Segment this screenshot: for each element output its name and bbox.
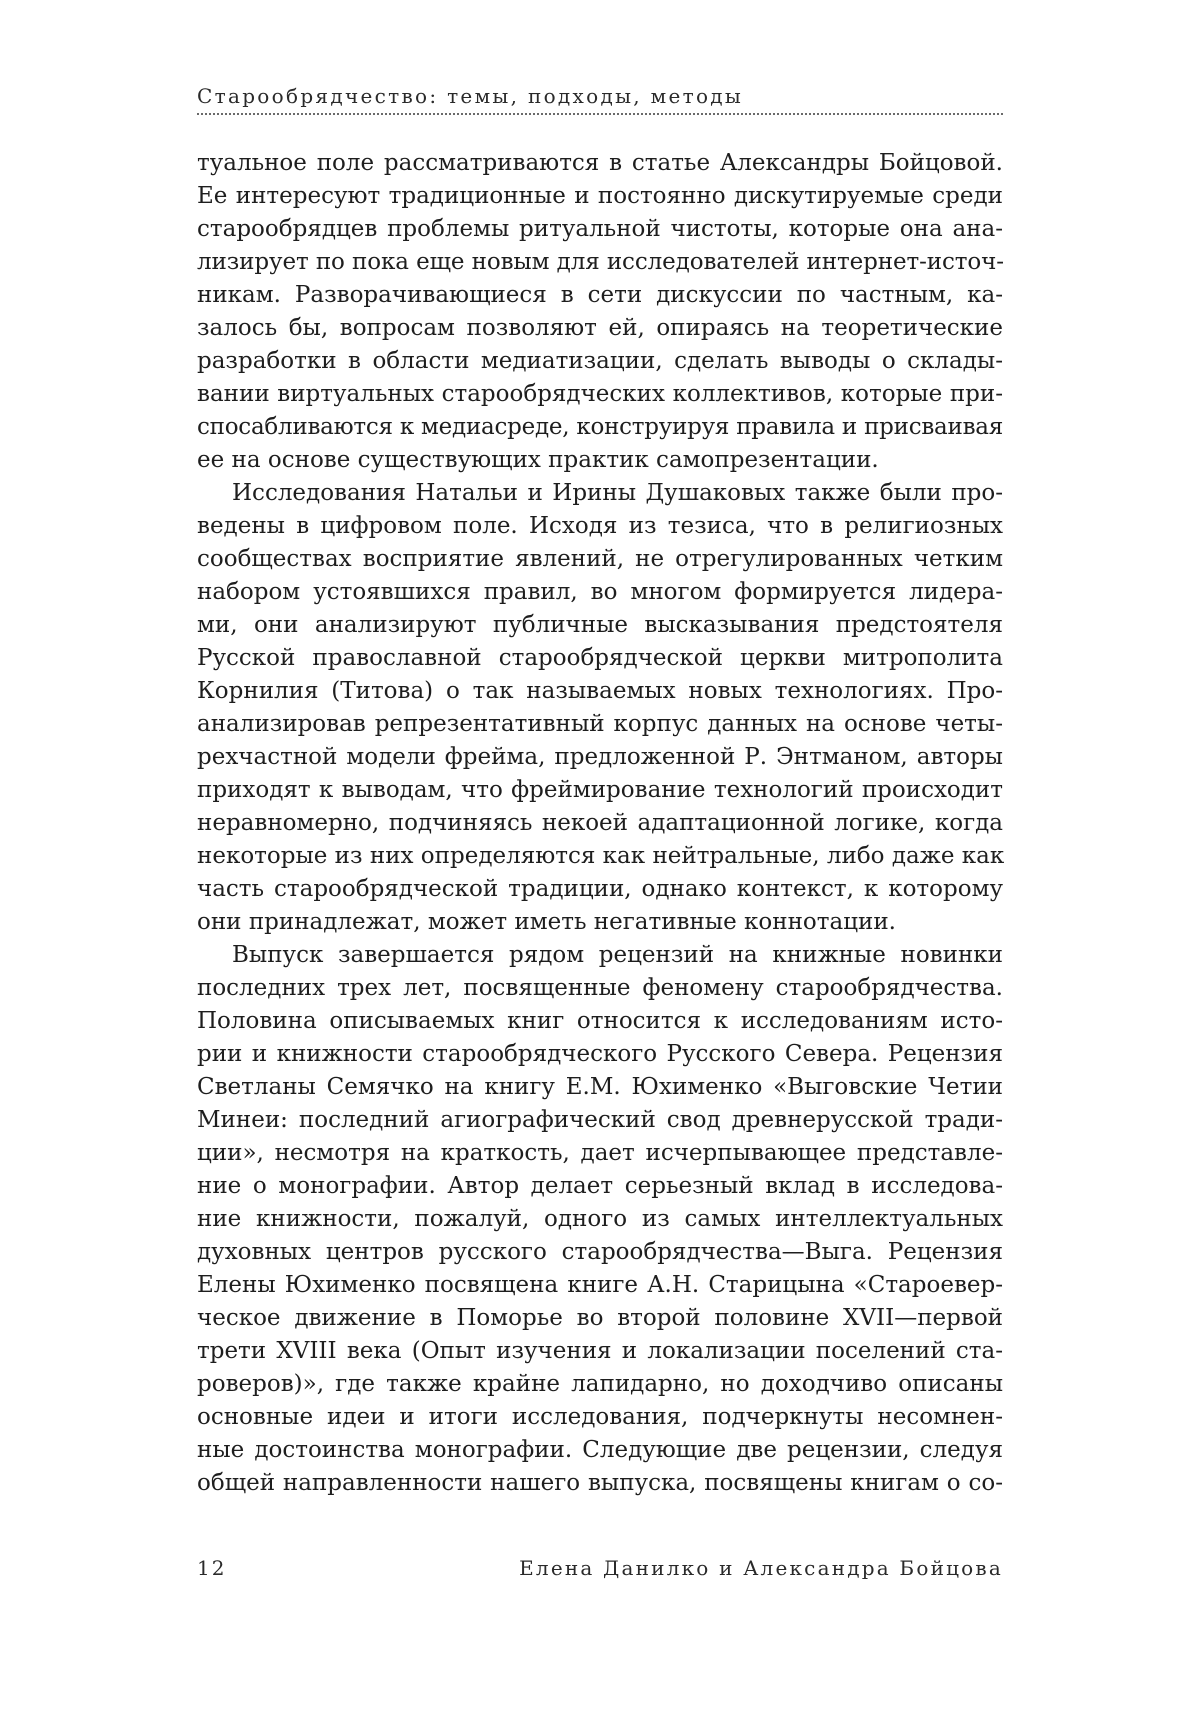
page-number: 12 (197, 1556, 227, 1580)
body-text (197, 147, 1003, 1500)
text-line: роверов)», где также крайне лапидарно, но доходчиво описаны (197, 1371, 1003, 1397)
text-line: Ее интересуют традиционные и постоянно дискутируемые среди (197, 183, 1003, 209)
text-line: разработки в области медиатизации, сделать выводы о склады- (197, 348, 1003, 374)
text-line: туальное поле рассматриваются в статье Александры Бойцовой. (197, 150, 1003, 176)
text-line: ее на основе существующих практик самопрезентации. (197, 447, 879, 473)
text-line: Выпуск завершается рядом рецензий на книжные новинки (232, 942, 1003, 968)
text-line: старообрядцев проблемы ритуальной чистоты, которые она ана- (197, 216, 1003, 242)
text-line: Русской православной старообрядческой церкви митрополита (197, 645, 1003, 671)
paragraph (197, 477, 1003, 939)
text-line: основные идеи и итоги исследования, подчеркнуты несомнен- (197, 1404, 1003, 1430)
running-head-title: Старообрядчество: темы, подходы, методы (197, 84, 744, 108)
text-line: ции», несмотря на краткость, дает исчерпывающее представле- (197, 1140, 1003, 1166)
text-line: ные достоинства монографии. Следующие две рецензии, следуя (197, 1437, 1003, 1463)
text-line: рии и книжности старообрядческого Русского Севера. Рецензия (197, 1041, 1003, 1067)
text-line: ведены в цифровом поле. Исходя из тезиса, что в религиозных (197, 513, 1003, 539)
text-line: они принадлежат, может иметь негативные коннотации. (197, 909, 896, 935)
text-line: Елены Юхименко посвящена книге А.Н. Старицына «Староевер- (197, 1272, 1003, 1298)
text-line: Половина описываемых книг относится к исследованиям исто- (197, 1008, 1003, 1034)
text-line: никам. Разворачивающиеся в сети дискуссии по частным, ка- (197, 282, 1003, 308)
text-line: трети XVIII века (Опыт изучения и локализации поселений ста- (197, 1338, 1003, 1364)
text-line: ми, они анализируют публичные высказывания предстоятеля (197, 612, 1003, 638)
text-line: некоторые из них определяются как нейтральные, либо даже как (197, 843, 1005, 869)
text-line: сообществах восприятие явлений, не отрегулированных четким (197, 546, 1003, 572)
header-dotted-rule (197, 113, 1003, 115)
text-line: залось бы, вопросам позволяют ей, опираясь на теоретические (197, 315, 1003, 341)
text-line: Исследования Натальи и Ирины Душаковых также были про- (232, 480, 1003, 506)
text-line: Светланы Семячко на книгу Е.М. Юхименко «Выговские Четии (197, 1074, 1003, 1100)
text-line: приходят к выводам, что фреймирование технологий происходит (197, 777, 1003, 803)
text-line: последних трех лет, посвященные феномену старообрядчества. (197, 975, 1003, 1001)
footer-authors: Елена Данилко и Александра Бойцова (519, 1556, 1003, 1580)
text-line: ние книжности, пожалуй, одного из самых интеллектуальных (197, 1206, 1003, 1232)
text-line: набором устоявшихся правил, во многом формируется лидера- (197, 579, 1003, 605)
text-line: рехчастной модели фрейма, предложенной Р. Энтманом, авторы (197, 744, 1003, 770)
text-line: лизирует по пока еще новым для исследователей интернет-источ- (197, 249, 1004, 275)
text-line: духовных центров русского старообрядчества—Выга. Рецензия (197, 1239, 1003, 1265)
text-line: вании виртуальных старообрядческих коллективов, которые при- (197, 381, 1003, 407)
text-line: ческое движение в Поморье во второй половине XVII—первой (197, 1305, 1003, 1331)
text-line: ние о монографии. Автор делает серьезный вклад в исследова- (197, 1173, 1003, 1199)
text-line: спосабливаются к медиасреде, конструируя правила и присваивая (197, 414, 1003, 440)
text-line: анализировав репрезентативный корпус данных на основе четы- (197, 711, 1003, 737)
text-line: неравномерно, подчиняясь некоей адаптационной логике, когда (197, 810, 1003, 836)
text-line: часть старообрядческой традиции, однако контекст, к которому (197, 876, 1003, 902)
paragraph (197, 939, 1003, 1500)
text-line: Корнилия (Титова) о так называемых новых технологиях. Про- (197, 678, 1003, 704)
text-line: Минеи: последний агиографический свод древнерусской тради- (197, 1107, 1003, 1133)
paragraph (197, 147, 1003, 477)
text-line: общей направленности нашего выпуска, посвящены книгам о со- (197, 1470, 1003, 1496)
